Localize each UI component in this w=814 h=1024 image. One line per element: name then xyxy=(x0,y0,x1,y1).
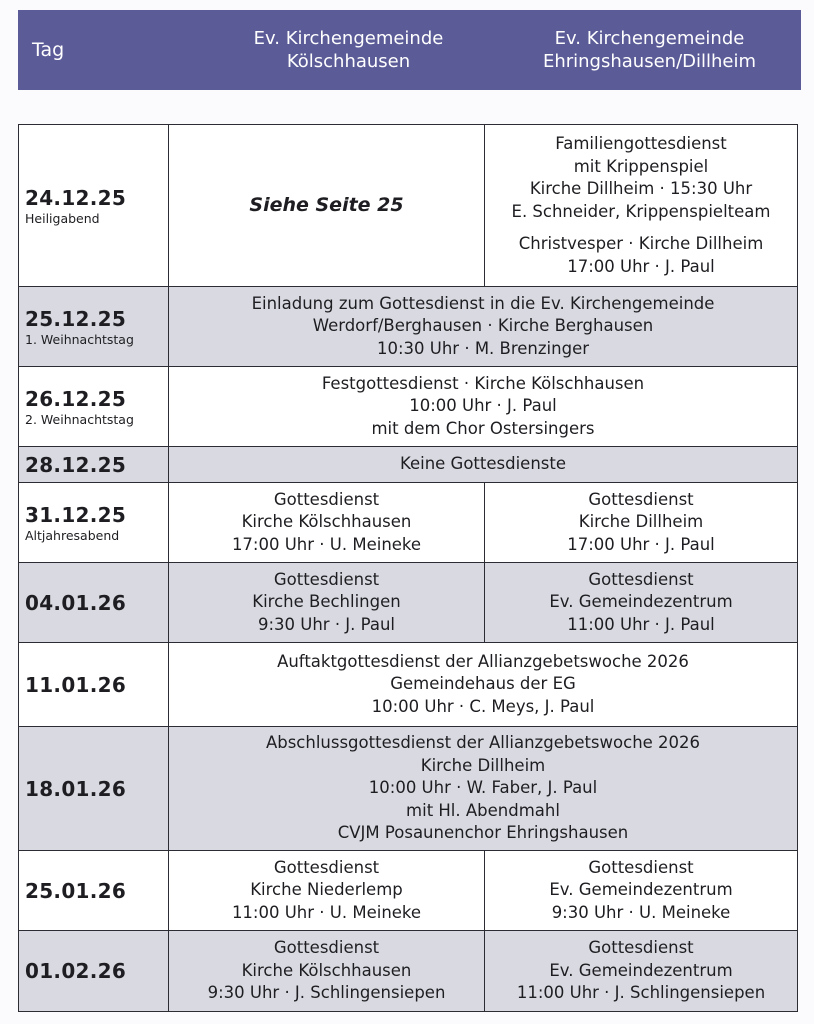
table-row xyxy=(19,287,797,367)
date-cell xyxy=(19,563,169,642)
date-cell xyxy=(19,643,169,726)
date-cell xyxy=(19,125,169,286)
occasion: 1. Weihnachtstag xyxy=(25,331,134,347)
service-koelschhausen: Gottesdienst Kirche Bechlingen 9:30 Uhr · J. Paul xyxy=(169,563,485,642)
date: 28.12.25 xyxy=(25,452,127,477)
header-ehringshausen: Ev. Kirchengemeinde Ehringshausen/Dillheim xyxy=(542,28,757,72)
service-joint: Einladung zum Gottesdienst in die Ev. Kirchengemeinde Werdorf/Berghausen · Kirche Berghausen 10:30 Uhr · M. Brenzinger xyxy=(251,293,715,358)
service-koelschhausen: Gottesdienst Kirche Kölschhausen 17:00 Uhr · U. Meineke xyxy=(169,483,485,562)
date-cell xyxy=(19,727,169,850)
header-day-label: Tag xyxy=(32,39,65,61)
table-row xyxy=(19,367,797,447)
service-ehringshausen: Gottesdienst Ev. Gemeindezentrum 9:30 Uhr · U. Meineke xyxy=(485,851,797,930)
date-cell xyxy=(19,931,169,1011)
service-koelschhausen: Gottesdienst Kirche Niederlemp 11:00 Uhr · U. Meineke xyxy=(169,851,485,930)
service-joint: Auftaktgottesdienst der Allianzgebetswoche 2026 Gemeindehaus der EG 10:00 Uhr · C. Meys, J. Paul xyxy=(169,643,797,726)
no-services-note: Keine Gottesdienste xyxy=(399,454,567,474)
date-cell xyxy=(19,851,169,930)
date: 24.12.25 xyxy=(25,185,127,210)
occasion: 2. Weihnachtstag xyxy=(25,411,134,427)
date: 11.01.26 xyxy=(25,672,127,697)
service-ehringshausen: Gottesdienst Kirche Dillheim 17:00 Uhr · J. Paul xyxy=(485,483,797,562)
service-ehringshausen: Familiengottesdienst mit Krippenspiel Kirche Dillheim · 15:30 Uhr E. Schneider, Krippenspielteam Christvesper · Kirche Dillheim 17:00 Uhr · J. Paul xyxy=(485,125,797,286)
date-cell xyxy=(19,447,169,482)
table-row xyxy=(19,447,797,483)
date: 25.01.26 xyxy=(25,878,127,903)
date: 25.12.25 xyxy=(25,306,127,331)
table-row xyxy=(19,643,797,727)
service-koelschhausen: Gottesdienst Kirche Kölschhausen 9:30 Uhr · J. Schlingensiepen xyxy=(169,931,485,1011)
date-cell xyxy=(19,367,169,446)
table-row xyxy=(19,727,797,851)
date-cell xyxy=(19,287,169,366)
date: 01.02.26 xyxy=(25,959,127,983)
date: 26.12.25 xyxy=(25,386,127,411)
table-row xyxy=(19,563,797,643)
header-koelschhausen: Ev. Kirchengemeinde Kölschhausen xyxy=(253,28,444,72)
occasion: Heiligabend xyxy=(25,210,100,226)
see-page-note: Siehe Seite 25 xyxy=(249,194,404,217)
service-schedule-table xyxy=(18,124,798,1012)
date: 04.01.26 xyxy=(25,590,127,615)
table-row xyxy=(19,125,797,287)
service-koelschhausen xyxy=(169,125,485,286)
service-joint: Abschlussgottesdienst der Allianzgebetswoche 2026 Kirche Dillheim 10:00 Uhr · W. Faber, J. Paul mit Hl. Abendmahl CVJM Posaunenchor Ehringshausen xyxy=(265,733,701,843)
service-joint: Festgottesdienst · Kirche Kölschhausen 10:00 Uhr · J. Paul mit dem Chor Ostersingers xyxy=(169,367,797,446)
table-row xyxy=(19,483,797,563)
date: 31.12.25 xyxy=(25,502,127,527)
date-cell xyxy=(19,483,169,562)
table-row xyxy=(19,931,797,1011)
table-header xyxy=(18,10,801,90)
table-row xyxy=(19,851,797,931)
service-ehringshausen: Gottesdienst Ev. Gemeindezentrum 11:00 Uhr · J. Schlingensiepen xyxy=(516,938,766,1003)
occasion: Altjahresabend xyxy=(25,527,120,543)
date: 18.01.26 xyxy=(25,776,127,801)
service-ehringshausen: Gottesdienst Ev. Gemeindezentrum 11:00 Uhr · J. Paul xyxy=(549,569,733,634)
